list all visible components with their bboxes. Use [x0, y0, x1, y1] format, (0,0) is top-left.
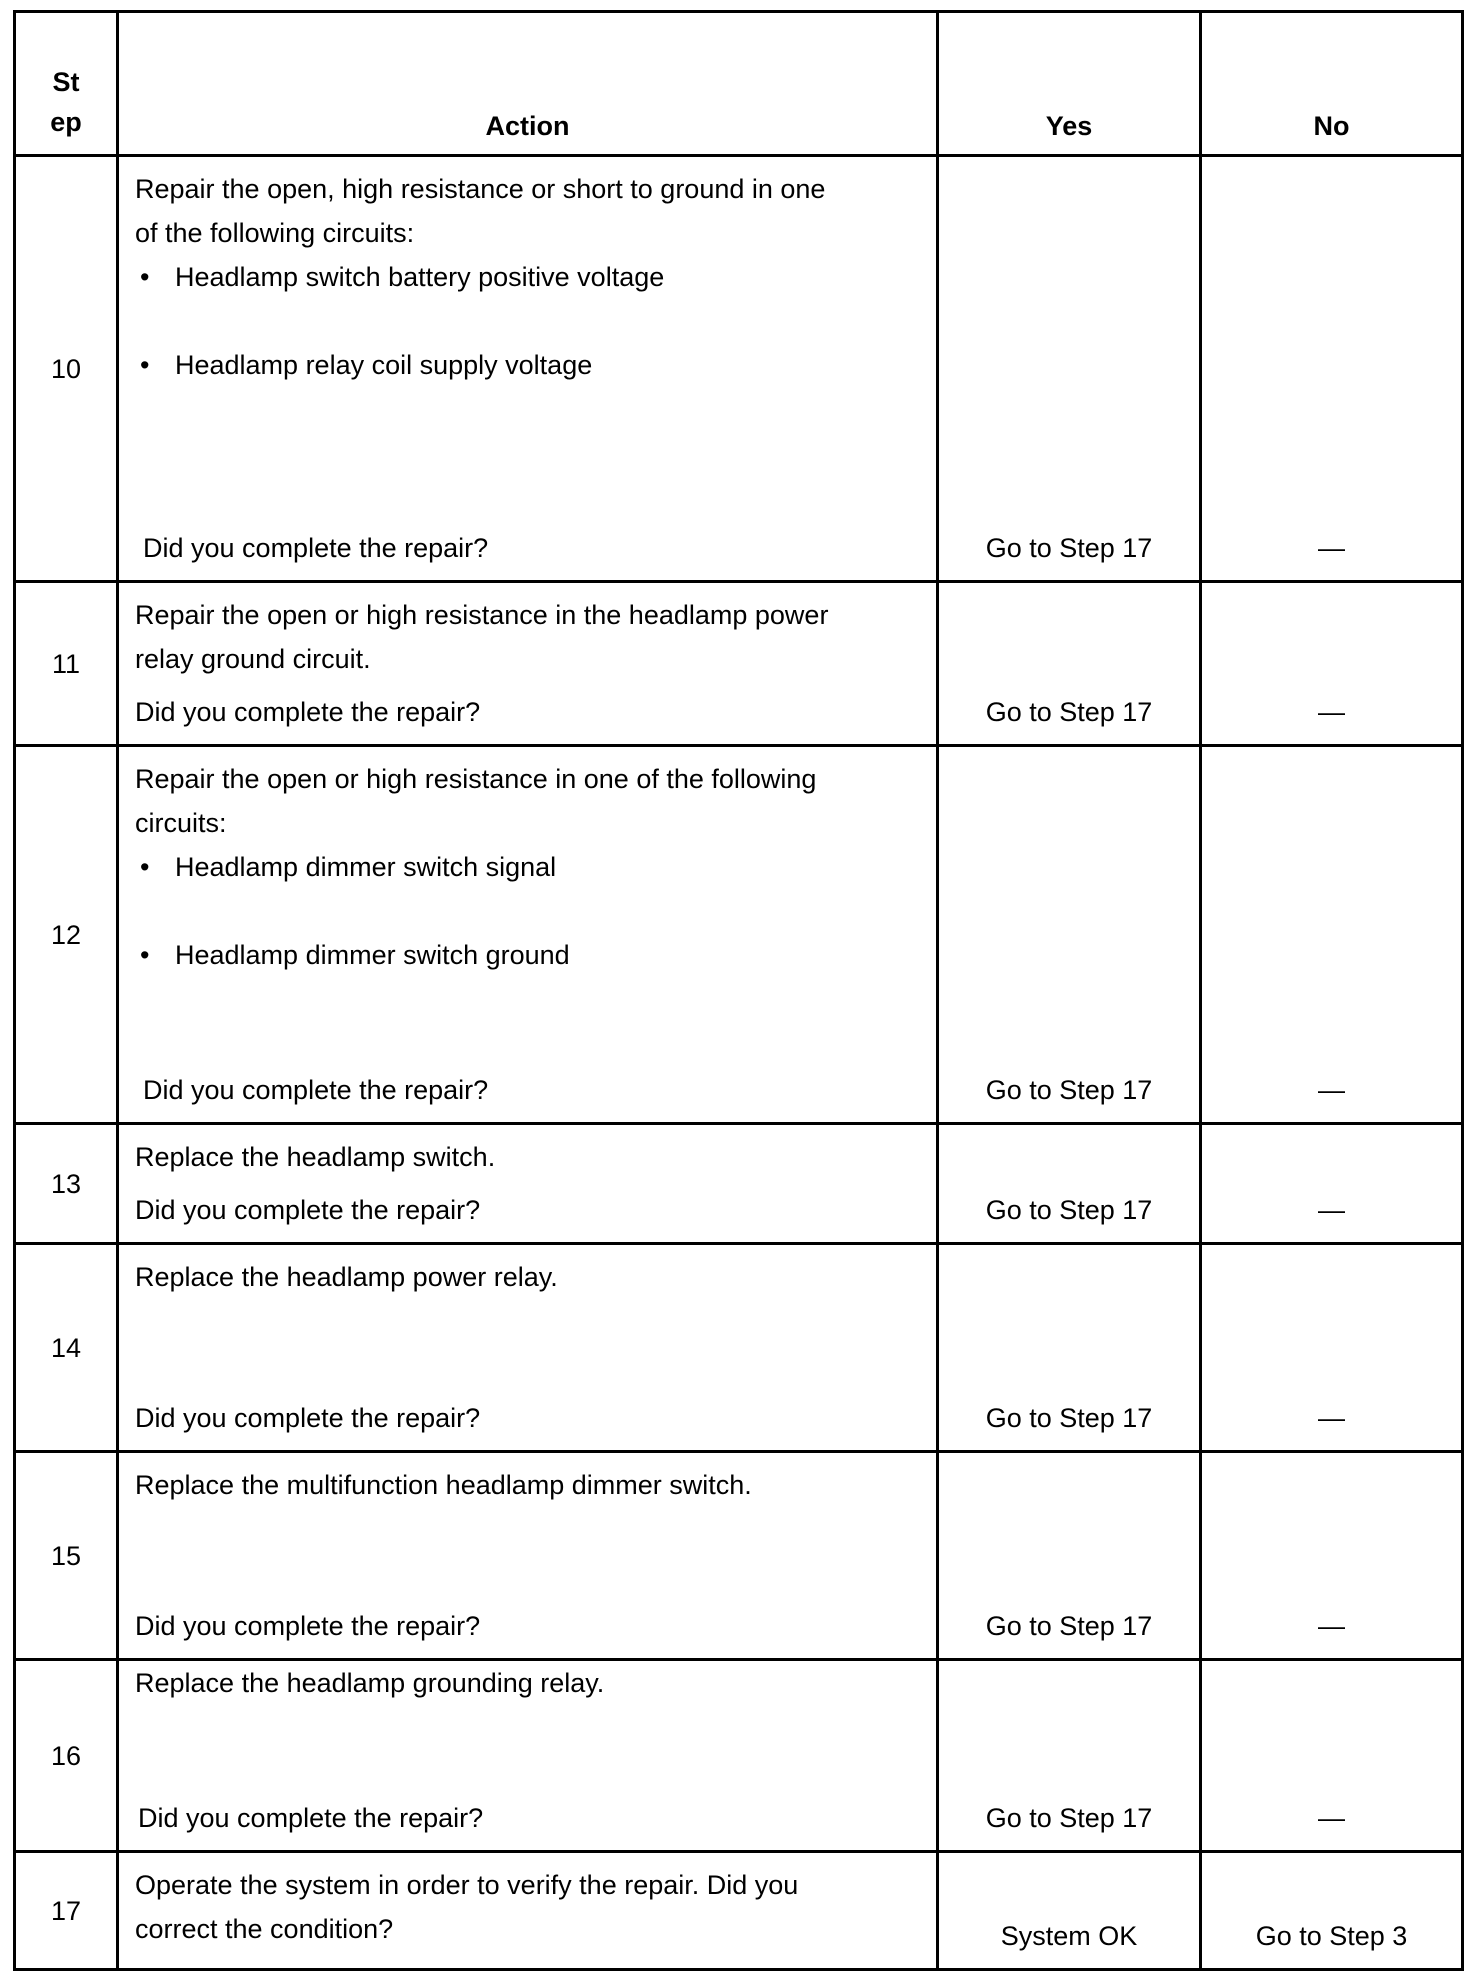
- list-item: • Headlamp relay coil supply voltage: [140, 350, 593, 380]
- action-cell: [118, 1852, 938, 1970]
- action-cell: [118, 746, 938, 1124]
- yes-result: Go to Step 17: [938, 1452, 1201, 1660]
- action-text: Replace the headlamp grounding relay.: [135, 1668, 605, 1698]
- action-cell: [118, 156, 938, 582]
- action-text: Repair the open or high resistance in the headlamp power relay ground circuit.: [135, 600, 829, 674]
- action-question: Did you complete the repair?: [138, 1803, 484, 1833]
- no-result: —: [1201, 156, 1463, 582]
- header-action: Action: [118, 12, 938, 156]
- no-result: —: [1201, 1452, 1463, 1660]
- action-text: Operate the system in order to verify the repair. Did you correct the condition?: [135, 1870, 799, 1944]
- action-cell: [118, 1244, 938, 1452]
- action-text: Replace the headlamp switch.: [135, 1142, 496, 1172]
- action-cell: [118, 582, 938, 746]
- yes-result: Go to Step 17: [938, 1660, 1201, 1852]
- no-result: —: [1201, 582, 1463, 746]
- step-number: 11: [15, 582, 118, 746]
- action-text: Repair the open, high resistance or short to ground in one of the following circuits:: [135, 174, 826, 248]
- table-row: [15, 1452, 1463, 1660]
- action-text: Repair the open or high resistance in one of the following circuits:: [135, 764, 817, 838]
- step-number: 12: [15, 746, 118, 1124]
- action-question: Did you complete the repair?: [135, 1611, 481, 1641]
- yes-result: Go to Step 17: [938, 582, 1201, 746]
- step-number: 15: [15, 1452, 118, 1660]
- yes-result: Go to Step 17: [938, 156, 1201, 582]
- diagnostic-steps-table: [13, 10, 1464, 1971]
- no-result: —: [1201, 1244, 1463, 1452]
- action-question: Did you complete the repair?: [135, 697, 481, 727]
- yes-result: Go to Step 17: [938, 1124, 1201, 1244]
- action-text: Replace the headlamp power relay.: [135, 1262, 558, 1292]
- action-text: Replace the multifunction headlamp dimmer switch.: [135, 1470, 752, 1500]
- no-result: —: [1201, 1124, 1463, 1244]
- list-item: • Headlamp dimmer switch ground: [140, 940, 570, 970]
- yes-result: Go to Step 17: [938, 1244, 1201, 1452]
- table-row: [15, 1852, 1463, 1970]
- table-row: [15, 156, 1463, 582]
- step-number: 16: [15, 1660, 118, 1852]
- header-yes: Yes: [938, 12, 1201, 156]
- action-question: Did you complete the repair?: [135, 1195, 481, 1225]
- header-step: St ep: [15, 12, 118, 156]
- action-question: Did you complete the repair?: [143, 1075, 489, 1105]
- action-cell: [118, 1124, 938, 1244]
- table-row: [15, 1244, 1463, 1452]
- table-row: [15, 746, 1463, 1124]
- yes-result: System OK: [938, 1852, 1201, 1970]
- step-number: 14: [15, 1244, 118, 1452]
- list-item: • Headlamp switch battery positive voltage: [140, 262, 665, 292]
- step-number: 13: [15, 1124, 118, 1244]
- step-number: 10: [15, 156, 118, 582]
- no-result: Go to Step 3: [1201, 1852, 1463, 1970]
- circuit-list: [135, 255, 918, 387]
- step-number: 17: [15, 1852, 118, 1970]
- action-question: Did you complete the repair?: [143, 533, 489, 563]
- no-result: —: [1201, 746, 1463, 1124]
- action-cell: [118, 1452, 938, 1660]
- diagnostic-table-page: [13, 10, 1461, 1958]
- table-header-row: [15, 12, 1463, 156]
- table-row: [15, 582, 1463, 746]
- yes-result: Go to Step 17: [938, 746, 1201, 1124]
- list-item: • Headlamp dimmer switch signal: [140, 852, 557, 882]
- no-result: —: [1201, 1660, 1463, 1852]
- circuit-list: [135, 845, 918, 977]
- action-question: Did you complete the repair?: [135, 1403, 481, 1433]
- action-cell: [118, 1660, 938, 1852]
- table-row: [15, 1124, 1463, 1244]
- header-no: No: [1201, 12, 1463, 156]
- table-row: [15, 1660, 1463, 1852]
